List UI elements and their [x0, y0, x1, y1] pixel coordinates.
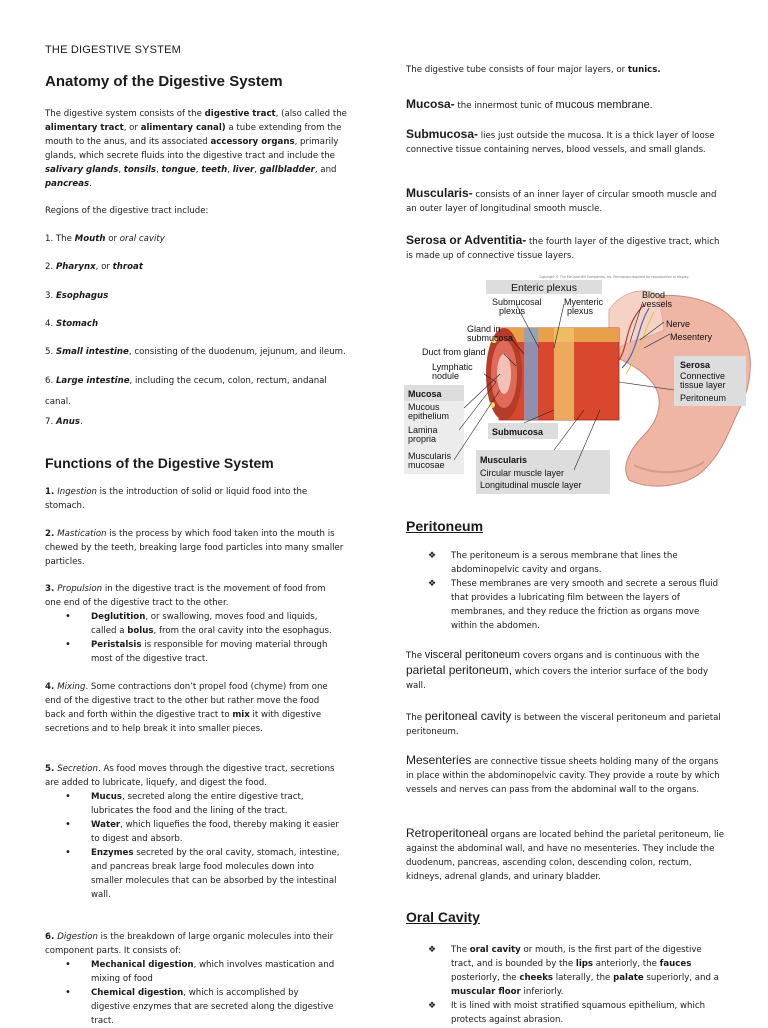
label-mucous-epithelium: Mucous	[408, 402, 440, 412]
label-muscularis-mucosae: mucosae	[408, 460, 445, 470]
layer-submucosa: Submucosa- lies just outside the mucosa. It is a thick layer of loose connective tissue containing nerves, blood vessels, and small glands.	[406, 127, 715, 155]
bullet-mechanical: • Mechanical digestion, which involves mastication and mixing of food	[45, 958, 340, 986]
lumen	[497, 354, 511, 394]
region-item: 1. The Mouth or oral cavity	[45, 234, 165, 244]
label-myenteric-plexus: Myenteric	[564, 297, 604, 307]
label-submucosal-plexus: Submucosal	[492, 297, 542, 307]
visceral-peritoneum-text: The visceral peritoneum covers organs and is continuous with the parietal peritoneum, which covers the interior surface of the body wall.	[406, 649, 709, 691]
label-nerve: Nerve	[666, 319, 691, 329]
label-muscularis: Muscularis	[480, 455, 528, 465]
function-propulsion: 3. Propulsion in the digestive tract is the movement of food from one end of the digestive tract to the other. • Deglutition, or swallowing, moves food and liquids, called a bolus, from the oral cavity into the esophagus. • Peristalsis is responsible for moving material through most of the digestive tract.	[45, 582, 340, 666]
anatomy-intro: The digestive system consists of the digestive tract, (also called the alimentary tract, or alimentary canal) a tube extending from the mouth to the anus, and its associated accessory organs, primarily glands, which secrete fluids into the digestive tract and include the salivary glands, tonsils, tongue, teeth, liver, gallbladder, and pancreas.	[45, 109, 347, 189]
layer-muscularis: Muscularis- consists of an inner layer of circular smooth muscle and an outer layer of longitudinal smooth muscle.	[406, 186, 717, 214]
label-myenteric-plexus: plexus	[567, 306, 594, 316]
label-connective-tissue: tissue layer	[680, 380, 726, 390]
submucosa-band	[554, 328, 574, 420]
bullet-peristalsis: • Peristalsis is responsible for moving material through most of the digestive tract.	[45, 638, 340, 666]
digestive-tract-wall-diagram	[404, 270, 768, 498]
diamond-bullet-icon: ❖	[428, 579, 437, 589]
peritoneum-title: Peritoneum	[406, 518, 484, 534]
region-item: canal.	[45, 397, 71, 407]
label-lymphatic-nodule: nodule	[432, 371, 460, 381]
layers-intro: The digestive tube consists of four major layers, or tunics.	[406, 65, 661, 75]
layer-serosa: Serosa or Adventitia- the fourth layer of the digestive tract, which is made up of connective tissue layers.	[406, 233, 720, 261]
peritoneum-bullets	[406, 549, 726, 633]
anatomy-title: Anatomy of the Digestive System	[45, 73, 283, 90]
function-digestion: 6. Digestion is the breakdown of large organic molecules into their component parts. It consists of: • Mechanical digestion, which involves mastication and mixing of food • Chemical digestion, which is accomplished by digestive enzymes that are secreted along the digestive tract.	[45, 930, 340, 1028]
oral-cavity-bullets	[406, 943, 726, 1027]
region-item: 7. Anus.	[45, 417, 83, 427]
label-enteric-plexus: Enteric plexus	[511, 282, 577, 294]
region-item: 6. Large intestine, including the cecum, colon, rectum, andanal	[45, 376, 327, 386]
peritoneum-bullet: ❖ The peritoneum is a serous membrane that lines the abdominopelvic cavity and organs.	[428, 551, 678, 575]
diagram-illustration	[404, 270, 768, 498]
label-serosa: Serosa	[680, 360, 711, 370]
label-mucous-epithelium: epithelium	[408, 411, 450, 421]
label-submucosa: Submucosa	[492, 427, 544, 437]
diamond-bullet-icon: ❖	[428, 945, 437, 955]
diagram-copyright: Copyright © The McGraw-Hill Companies, Inc. Permission required for reproduction or display.	[539, 275, 689, 279]
bullet-water: • Water, which liquefies the food, thereby making it easier to digest and absorb.	[45, 818, 340, 846]
function-ingestion: 1. Ingestion is the introduction of solid or liquid food into the stomach.	[45, 487, 308, 511]
label-muscularis-mucosae: Muscularis	[408, 451, 452, 461]
label-lamina-propria: propria	[408, 434, 437, 444]
label-connective-tissue: Connective	[680, 371, 726, 381]
function-mastication: 2. Mastication is the process by which food taken into the mouth is chewed by the teeth, breaking large food particles into many smaller particles.	[45, 529, 344, 567]
peritoneum-bullet: ❖ These membranes are very smooth and secrete a serous fluid that provides a lubricating film between the layers of membranes, and they reduce the friction as organs move within the abdomen.	[428, 579, 719, 631]
oral-bullet: ❖ The oral cavity or mouth, is the first part of the digestive tract, and is bounded by the lips anteriorly, the fauces posteriorly, the cheeks laterally, the palate superiorly, and a muscular floor inferiorly.	[428, 945, 719, 997]
label-blood-vessels: Blood	[642, 290, 666, 300]
peritoneal-cavity-text: The peritoneal cavity is between the visceral peritoneum and parietal peritoneum.	[406, 709, 721, 737]
label-lamina-propria: Lamina	[408, 425, 438, 435]
region-item: 4. Stomach	[45, 319, 99, 329]
region-item: 5. Small intestine, consisting of the duodenum, jejunum, and ileum.	[45, 347, 346, 357]
function-secretion: 5. Secretion. As food moves through the digestive tract, secretions are added to lubricate, liquefy, and digest the food. • Mucus, secreted along the entire digestive tract, lubricates the food and the lining of the tract. • Water, which liquefies the food, thereby making it easier to digest and absorb. • Enzymes secreted by the oral cavity, stomach, intestine, and pancreas break large food molecules down into smaller molecules that can be absorbed by the intestinal wall.	[45, 762, 340, 902]
label-blood-vessels: vessels	[642, 299, 673, 309]
label-circular-muscle: Circular muscle layer	[480, 468, 565, 478]
label-longitudinal-muscle: Longitudinal muscle layer	[480, 480, 582, 490]
label-gland: Gland in	[467, 324, 501, 334]
mesenteries-text: Mesenteries are connective tissue sheets holding many of the organs in place within the abdominopelvic cavity. They provide a route by which vessels and nerves can pass from the abdominal wall to the organs.	[406, 753, 720, 795]
label-gland: submucosa	[467, 333, 514, 343]
label-mucosa: Mucosa	[408, 389, 442, 399]
layer-mucosa: Mucosa- the innermost tunic of mucous membrane.	[406, 97, 653, 111]
label-mesentery: Mesentery	[670, 332, 713, 342]
label-lymphatic-nodule: Lymphatic	[432, 362, 473, 372]
regions-label: Regions of the digestive tract include:	[45, 206, 209, 216]
region-item: 2. Pharynx, or throat	[45, 262, 143, 272]
page-header: THE DIGESTIVE SYSTEM	[45, 44, 182, 56]
region-item: 3. Esophagus	[45, 291, 109, 301]
oral-bullet: ❖ It is lined with moist stratified squamous epithelium, which protects against abrasion.	[428, 1001, 706, 1025]
label-peritoneum: Peritoneum	[680, 393, 727, 403]
diamond-bullet-icon: ❖	[428, 1001, 437, 1011]
retroperitoneal-text: Retroperitoneal organs are located behind the parietal peritoneum, lie against the abdominal wall, and have no mesenteries. They include the duodenum, pancreas, ascending colon, descending colon, rectum, kidneys, adrenal glands, and urinary bladder.	[406, 826, 725, 882]
label-submucosal-plexus: plexus	[499, 306, 526, 316]
bullet-enzymes: • Enzymes secreted by the oral cavity, stomach, intestine, and pancreas break large food molecules down into smaller molecules that can be absorbed by the intestinal wall.	[45, 846, 340, 902]
function-mixing: 4. Mixing. Some contractions don’t propel food (chyme) from one end of the digestive tract to the other but rather move the food back and forth within the digestive tract to mix it with digestive secretions and to help break it into smaller pieces.	[45, 682, 328, 734]
diamond-bullet-icon: ❖	[428, 551, 437, 561]
oral-cavity-title: Oral Cavity	[406, 909, 480, 925]
bullet-mucus: • Mucus, secreted along the entire digestive tract, lubricates the food and the lining of the tract.	[45, 790, 340, 818]
bullet-chemical: • Chemical digestion, which is accomplished by digestive enzymes that are secreted along the digestive tract.	[45, 986, 340, 1028]
functions-title: Functions of the Digestive System	[45, 455, 274, 471]
bullet-deglutition: • Deglutition, or swallowing, moves food and liquids, called a bolus, from the oral cavity into the esophagus.	[45, 610, 340, 638]
label-duct: Duct from gland	[422, 347, 486, 357]
